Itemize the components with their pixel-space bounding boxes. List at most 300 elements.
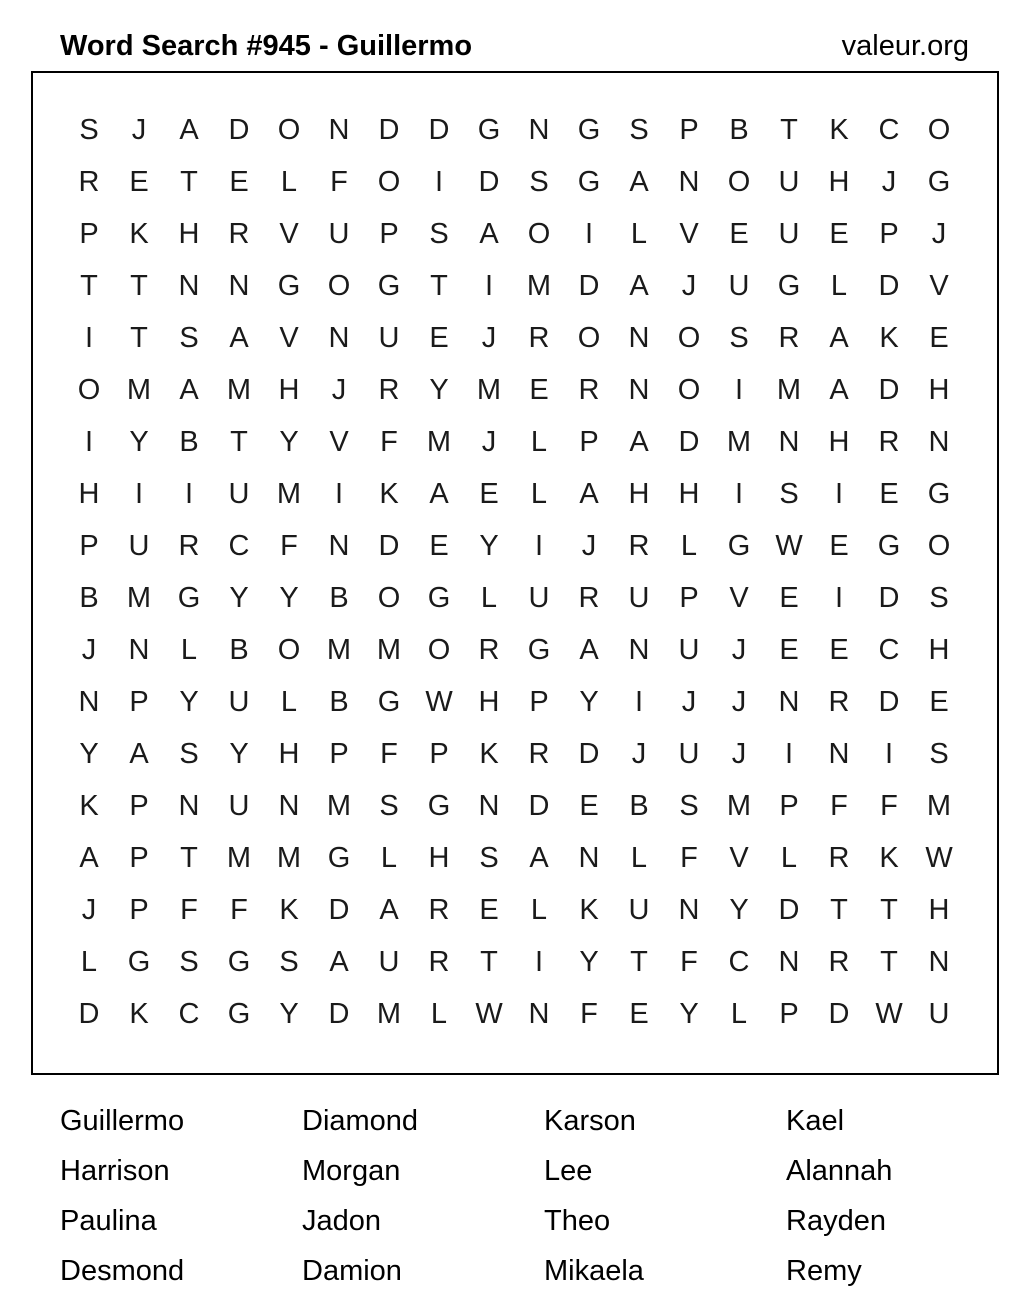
grid-letter: L — [380, 841, 398, 874]
grid-letter: N — [478, 789, 500, 822]
word-list — [60, 1096, 1028, 1296]
grid-letter: I — [734, 373, 744, 406]
grid-letter: R — [878, 425, 900, 458]
grid-letter: G — [427, 581, 451, 614]
grid-letter: Y — [229, 737, 249, 770]
grid-letter: W — [475, 997, 503, 1030]
grid-letter: M — [376, 633, 402, 666]
grid-letter: D — [878, 269, 900, 302]
word-list-item: Damion — [302, 1255, 402, 1287]
grid-letter: N — [778, 685, 800, 718]
grid-letter: T — [180, 841, 198, 874]
grid-letter: V — [929, 269, 949, 302]
grid-letter: S — [479, 841, 499, 874]
word-list-item: Diamond — [302, 1105, 419, 1137]
grid-letter: S — [179, 945, 199, 978]
word-list-item: Alannah — [786, 1155, 893, 1187]
grid-letter: C — [228, 529, 250, 562]
grid-letter: T — [630, 945, 648, 978]
grid-letter: S — [729, 321, 749, 354]
grid-letter: I — [484, 269, 494, 302]
grid-letter: T — [480, 945, 498, 978]
grid-letter: U — [628, 893, 650, 926]
grid-letter: J — [131, 113, 147, 146]
word-list-item: Jadon — [302, 1205, 382, 1237]
grid-letter: F — [230, 893, 248, 926]
grid-letter: D — [378, 529, 400, 562]
grid-letter: N — [228, 269, 250, 302]
grid-letter: I — [734, 477, 744, 510]
grid-letter: Y — [579, 685, 599, 718]
grid-letter: R — [828, 945, 850, 978]
grid-letter: U — [928, 997, 950, 1030]
grid-letter: S — [79, 113, 99, 146]
grid-letter: H — [78, 477, 100, 510]
grid-letter: G — [527, 633, 551, 666]
grid-letter: T — [830, 893, 848, 926]
grid-letter: P — [129, 893, 149, 926]
grid-letter: V — [729, 581, 749, 614]
grid-letter: Y — [279, 997, 299, 1030]
grid-letter: E — [629, 997, 649, 1030]
grid-letter: O — [527, 217, 551, 250]
grid-letter: P — [879, 217, 899, 250]
grid-letter: L — [430, 997, 448, 1030]
grid-letter: I — [84, 425, 94, 458]
grid-letter: K — [829, 113, 849, 146]
grid-letter: N — [628, 373, 650, 406]
grid-letter: O — [77, 373, 101, 406]
grid-letter: U — [728, 269, 750, 302]
grid-letter: D — [428, 113, 450, 146]
grid-letter: N — [278, 789, 300, 822]
grid-letter: F — [380, 425, 398, 458]
grid-letter: B — [329, 581, 349, 614]
grid-letter: Y — [479, 529, 499, 562]
grid-letter: M — [726, 425, 752, 458]
grid-letter: S — [629, 113, 649, 146]
grid-letter: J — [631, 737, 647, 770]
grid-letter: B — [329, 685, 349, 718]
grid-letter: K — [879, 841, 899, 874]
word-list-item: Harrison — [60, 1155, 170, 1187]
grid-letter: J — [481, 321, 497, 354]
grid-letter: G — [477, 113, 501, 146]
grid-letter: K — [479, 737, 499, 770]
grid-letter: I — [334, 477, 344, 510]
grid-letter: P — [779, 997, 799, 1030]
grid-letter: I — [84, 321, 94, 354]
grid-letter: U — [678, 633, 700, 666]
grid-letter: U — [778, 217, 800, 250]
grid-letter: R — [528, 321, 550, 354]
grid-letter: H — [428, 841, 450, 874]
grid-letter: U — [228, 477, 250, 510]
grid-letter: D — [328, 997, 350, 1030]
grid-letter: S — [529, 165, 549, 198]
grid-letter: E — [929, 321, 949, 354]
grid-letter: G — [427, 789, 451, 822]
grid-letter: W — [925, 841, 953, 874]
grid-letter: P — [679, 113, 699, 146]
grid-letter: R — [828, 841, 850, 874]
grid-letter: N — [528, 113, 550, 146]
grid-letter: W — [425, 685, 453, 718]
grid-letter: O — [577, 321, 601, 354]
grid-letter: Y — [129, 425, 149, 458]
grid-letter: A — [479, 217, 499, 250]
grid-letter: J — [881, 165, 897, 198]
grid-letter: G — [127, 945, 151, 978]
grid-letter: R — [478, 633, 500, 666]
grid-letter: M — [226, 841, 252, 874]
grid-letter: E — [429, 321, 449, 354]
grid-letter: J — [81, 893, 97, 926]
grid-letter: M — [476, 373, 502, 406]
grid-letter: A — [579, 633, 599, 666]
grid-letter: A — [529, 841, 549, 874]
grid-letter: R — [578, 581, 600, 614]
grid-letter: U — [128, 529, 150, 562]
grid-letter: W — [775, 529, 803, 562]
grid-letter: D — [478, 165, 500, 198]
grid-letter: K — [379, 477, 399, 510]
grid-letter: H — [278, 373, 300, 406]
grid-letter: Y — [179, 685, 199, 718]
grid-letter: N — [828, 737, 850, 770]
grid-letter: O — [677, 321, 701, 354]
grid-letter: U — [328, 217, 350, 250]
grid-letter: N — [578, 841, 600, 874]
grid-letter: Y — [429, 373, 449, 406]
grid-letter: E — [479, 477, 499, 510]
grid-letter: P — [79, 217, 99, 250]
grid-letter: N — [178, 269, 200, 302]
grid-letter: J — [731, 633, 747, 666]
grid-letter: F — [280, 529, 298, 562]
grid-letter: U — [628, 581, 650, 614]
grid-letter: V — [679, 217, 699, 250]
grid-letter: L — [80, 945, 98, 978]
grid-letter: M — [526, 269, 552, 302]
word-list-item: Karson — [544, 1105, 636, 1137]
grid-letter: E — [779, 633, 799, 666]
grid-letter: L — [530, 425, 548, 458]
grid-letter: V — [729, 841, 749, 874]
grid-letter: N — [328, 529, 350, 562]
grid-letter: T — [880, 945, 898, 978]
grid-letter: O — [277, 113, 301, 146]
word-list-item: Desmond — [60, 1255, 185, 1287]
grid-letter: E — [779, 581, 799, 614]
grid-letter: R — [628, 529, 650, 562]
grid-letter: S — [779, 477, 799, 510]
grid-letter: S — [379, 789, 399, 822]
grid-letter: G — [877, 529, 901, 562]
grid-letter: R — [228, 217, 250, 250]
grid-letter: J — [581, 529, 597, 562]
grid-letter: U — [228, 685, 250, 718]
grid-letter: D — [578, 737, 600, 770]
grid-letter: L — [530, 893, 548, 926]
grid-letter: T — [230, 425, 248, 458]
word-list-item: Lee — [544, 1155, 593, 1187]
grid-letter: P — [529, 685, 549, 718]
grid-letter: K — [129, 997, 149, 1030]
grid-letter: I — [834, 581, 844, 614]
grid-letter: M — [276, 477, 302, 510]
grid-letter: N — [178, 789, 200, 822]
grid-letter: G — [327, 841, 351, 874]
grid-letter: K — [129, 217, 149, 250]
grid-letter: P — [329, 737, 349, 770]
grid-letter: Y — [79, 737, 99, 770]
grid-letter: L — [480, 581, 498, 614]
grid-letter: O — [727, 165, 751, 198]
grid-letter: I — [534, 529, 544, 562]
grid-letter: F — [680, 945, 698, 978]
grid-letter: L — [280, 685, 298, 718]
grid-letter: J — [731, 685, 747, 718]
puzzle-title: Word Search #945 - Guillermo — [60, 30, 473, 62]
grid-letter: M — [776, 373, 802, 406]
grid-letter: C — [178, 997, 200, 1030]
grid-letter: E — [129, 165, 149, 198]
grid-letter: U — [678, 737, 700, 770]
grid-letter: F — [180, 893, 198, 926]
grid-letter: C — [878, 113, 900, 146]
grid-letter: O — [677, 373, 701, 406]
grid-letter: P — [129, 685, 149, 718]
grid-letter: O — [427, 633, 451, 666]
grid-letter: H — [678, 477, 700, 510]
grid-letter: M — [726, 789, 752, 822]
grid-letter: I — [134, 477, 144, 510]
grid-letter: R — [778, 321, 800, 354]
grid-letter: R — [428, 893, 450, 926]
grid-letter: R — [578, 373, 600, 406]
grid-letter: Y — [279, 425, 299, 458]
grid-letter: O — [927, 113, 951, 146]
grid-letter: G — [927, 165, 951, 198]
grid-letter: A — [229, 321, 249, 354]
grid-letter: M — [276, 841, 302, 874]
grid-letter: P — [79, 529, 99, 562]
grid-letter: P — [679, 581, 699, 614]
grid-letter: T — [80, 269, 98, 302]
grid-letter: G — [777, 269, 801, 302]
grid-letter: F — [830, 789, 848, 822]
grid-letter: N — [928, 945, 950, 978]
grid-letter: N — [678, 893, 700, 926]
grid-letter: A — [629, 165, 649, 198]
grid-letter: T — [430, 269, 448, 302]
grid-letter: A — [379, 893, 399, 926]
grid-letter: A — [129, 737, 149, 770]
grid-letter: N — [78, 685, 100, 718]
grid-letter: P — [129, 789, 149, 822]
grid-letter: L — [730, 997, 748, 1030]
grid-letter: A — [429, 477, 449, 510]
grid-letter: D — [528, 789, 550, 822]
grid-letter: A — [329, 945, 349, 978]
grid-letter: M — [326, 633, 352, 666]
grid-letter: O — [927, 529, 951, 562]
grid-letter: A — [629, 425, 649, 458]
grid-letter: K — [279, 893, 299, 926]
grid-letter: F — [330, 165, 348, 198]
grid-letter: L — [830, 269, 848, 302]
grid-letter: H — [928, 373, 950, 406]
grid-letter: S — [429, 217, 449, 250]
grid-letter: D — [328, 893, 350, 926]
grid-letter: S — [679, 789, 699, 822]
grid-letter: D — [778, 893, 800, 926]
grid-letter: R — [828, 685, 850, 718]
grid-letter: E — [729, 217, 749, 250]
grid-letter: O — [377, 165, 401, 198]
word-list-item: Remy — [786, 1255, 862, 1287]
grid-letter: S — [279, 945, 299, 978]
grid-letter: J — [931, 217, 947, 250]
word-list-item: Mikaela — [544, 1255, 644, 1287]
grid-letter: O — [277, 633, 301, 666]
grid-letter: A — [179, 113, 199, 146]
grid-letter: G — [577, 165, 601, 198]
grid-letter: F — [580, 997, 598, 1030]
grid-letter: E — [229, 165, 249, 198]
grid-letter: H — [928, 893, 950, 926]
grid-letter: U — [228, 789, 250, 822]
grid-letter: N — [628, 321, 650, 354]
grid-letter: Y — [679, 997, 699, 1030]
grid-letter: I — [434, 165, 444, 198]
grid-letter: Y — [579, 945, 599, 978]
grid-letter: J — [331, 373, 347, 406]
grid-letter: F — [880, 789, 898, 822]
grid-letter: R — [528, 737, 550, 770]
grid-letter: G — [377, 269, 401, 302]
grid-letter: V — [279, 321, 299, 354]
grid-letter: U — [528, 581, 550, 614]
grid-letter: F — [680, 841, 698, 874]
grid-letter: H — [828, 425, 850, 458]
grid-letter: J — [731, 737, 747, 770]
grid-letter: M — [426, 425, 452, 458]
grid-letter: M — [126, 373, 152, 406]
word-list-item: Guillermo — [60, 1105, 185, 1137]
grid-letter: D — [828, 997, 850, 1030]
grid-letter: U — [778, 165, 800, 198]
grid-letter: O — [377, 581, 401, 614]
grid-letter: P — [129, 841, 149, 874]
grid-letter: N — [678, 165, 700, 198]
grid-letter: E — [829, 529, 849, 562]
grid-letter: M — [926, 789, 952, 822]
grid-letter: B — [179, 425, 199, 458]
grid-letter: I — [634, 685, 644, 718]
grid-letter: Y — [229, 581, 249, 614]
grid-letter: N — [528, 997, 550, 1030]
grid-letter: P — [779, 789, 799, 822]
grid-letter: N — [928, 425, 950, 458]
grid-letter: I — [834, 477, 844, 510]
grid-letter: E — [429, 529, 449, 562]
grid-letter: J — [81, 633, 97, 666]
grid-letter: E — [929, 685, 949, 718]
grid-letter: D — [878, 373, 900, 406]
grid-letter: R — [428, 945, 450, 978]
grid-letter: E — [879, 477, 899, 510]
grid-letter: G — [177, 581, 201, 614]
grid-letter: M — [326, 789, 352, 822]
word-list-item: Theo — [544, 1205, 611, 1237]
grid-letter: G — [227, 997, 251, 1030]
grid-letter: A — [829, 373, 849, 406]
grid-letter: D — [578, 269, 600, 302]
grid-letter: A — [629, 269, 649, 302]
grid-letter: G — [577, 113, 601, 146]
grid-letter: N — [328, 321, 350, 354]
grid-letter: H — [178, 217, 200, 250]
grid-letter: D — [228, 113, 250, 146]
grid-letter: M — [226, 373, 252, 406]
grid-letter: R — [378, 373, 400, 406]
grid-letter: T — [130, 321, 148, 354]
grid-letter: I — [184, 477, 194, 510]
grid-letter: P — [579, 425, 599, 458]
grid-letter: T — [180, 165, 198, 198]
grid-letter: K — [79, 789, 99, 822]
site-name: valeur.org — [841, 30, 969, 62]
grid-letter: M — [376, 997, 402, 1030]
grid-letter: G — [927, 477, 951, 510]
grid-letter: G — [277, 269, 301, 302]
grid-letter: G — [727, 529, 751, 562]
grid-letter: D — [678, 425, 700, 458]
grid-letter: T — [130, 269, 148, 302]
grid-letter: Y — [279, 581, 299, 614]
grid-letter: P — [429, 737, 449, 770]
grid-letter: A — [829, 321, 849, 354]
grid-letter: A — [79, 841, 99, 874]
grid-letter: Y — [729, 893, 749, 926]
grid-letter: L — [780, 841, 798, 874]
grid-letter: A — [179, 373, 199, 406]
grid-letter: K — [579, 893, 599, 926]
grid-letter: I — [884, 737, 894, 770]
grid-letter: D — [878, 581, 900, 614]
grid-letter: E — [479, 893, 499, 926]
grid-letter: T — [780, 113, 798, 146]
grid-letter: V — [279, 217, 299, 250]
grid-letter: S — [929, 581, 949, 614]
grid-letter: M — [126, 581, 152, 614]
grid-letter: V — [329, 425, 349, 458]
grid-letter: H — [828, 165, 850, 198]
grid-letter: S — [179, 321, 199, 354]
letter-grid — [64, 104, 964, 1040]
grid-letter: N — [628, 633, 650, 666]
grid-letter: U — [378, 321, 400, 354]
grid-letter: D — [78, 997, 100, 1030]
grid-letter: I — [784, 737, 794, 770]
grid-letter: E — [579, 789, 599, 822]
grid-letter: T — [880, 893, 898, 926]
grid-letter: N — [778, 945, 800, 978]
grid-letter: L — [180, 633, 198, 666]
grid-letter: E — [529, 373, 549, 406]
